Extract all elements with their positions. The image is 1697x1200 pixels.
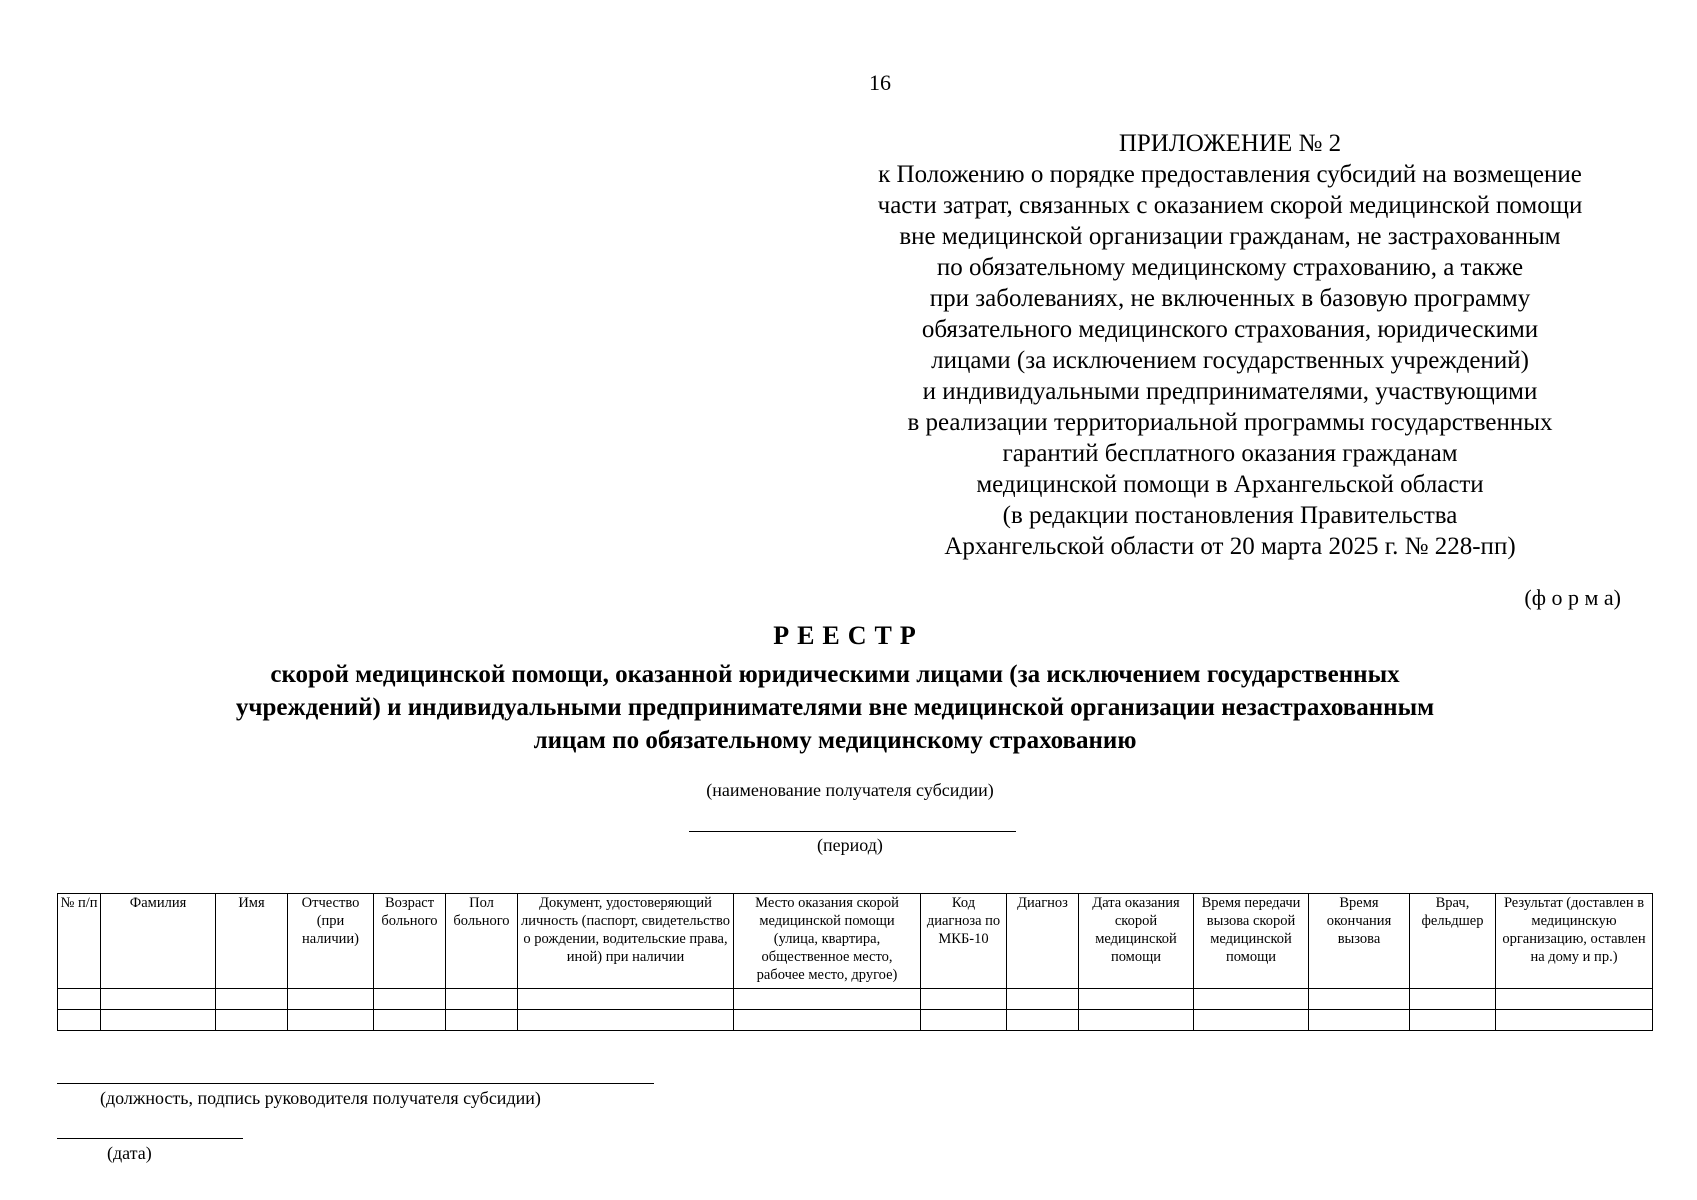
table-cell xyxy=(1309,989,1410,1010)
table-cell xyxy=(921,1010,1007,1031)
table-cell xyxy=(1007,1010,1079,1031)
table-row xyxy=(58,1010,1653,1031)
period-blank-line xyxy=(689,831,1016,832)
page-number: 16 xyxy=(869,70,891,95)
table-cell xyxy=(1496,989,1653,1010)
appendix-line: лицами (за исключением государственных учреждений) xyxy=(931,347,1529,374)
table-cell xyxy=(101,1010,216,1031)
table-cell xyxy=(216,989,288,1010)
table-cell xyxy=(518,989,734,1010)
registry-title: РЕЕСТР xyxy=(773,621,924,650)
table-cell xyxy=(734,1010,921,1031)
table-cell xyxy=(734,989,921,1010)
table-cell xyxy=(58,1010,101,1031)
table-cell xyxy=(374,1010,446,1031)
column-header: № п/п xyxy=(58,894,101,989)
table-cell xyxy=(1194,1010,1309,1031)
table-row xyxy=(58,989,1653,1010)
column-header: Отчество (при наличии) xyxy=(288,894,374,989)
table-header-row xyxy=(58,894,1653,989)
appendix-line: Архангельской области от 20 марта 2025 г. № 228-пп) xyxy=(944,533,1516,560)
registry-subtitle-line: учреждений) и индивидуальными предпринимателями вне медицинской организации незастрахованным xyxy=(235,694,1435,721)
appendix-line: вне медицинской организации гражданам, не застрахованным xyxy=(899,223,1561,250)
appendix-line: части затрат, связанных с оказанием скорой медицинской помощи xyxy=(877,192,1583,219)
appendix-line: при заболеваниях, не включенных в базовую программу xyxy=(929,285,1531,312)
column-header: Время передачи вызова скорой медицинской помощи xyxy=(1194,894,1309,989)
column-header: Время окончания вызова xyxy=(1309,894,1410,989)
appendix-line: гарантий бесплатного оказания гражданам xyxy=(1002,440,1458,467)
table-cell xyxy=(288,1010,374,1031)
column-header: Имя xyxy=(216,894,288,989)
table-cell xyxy=(1079,1010,1194,1031)
signature-caption: (должность, подпись руководителя получателя субсидии) xyxy=(100,1088,541,1108)
table-cell xyxy=(101,989,216,1010)
table-cell xyxy=(288,989,374,1010)
date-caption: (дата) xyxy=(107,1143,152,1163)
column-header: Код диагноза по МКБ-10 xyxy=(921,894,1007,989)
column-header: Врач, фельдшер xyxy=(1410,894,1496,989)
appendix-line: по обязательному медицинскому страхованию, а также xyxy=(936,254,1524,281)
column-header: Диагноз xyxy=(1007,894,1079,989)
appendix-header xyxy=(800,128,1660,562)
table-cell xyxy=(1410,989,1496,1010)
table-cell xyxy=(374,989,446,1010)
appendix-line: к Положению о порядке предоставления субсидий на возмещение xyxy=(878,161,1582,188)
date-blank-line xyxy=(57,1138,243,1139)
appendix-line: и индивидуальными предпринимателями, участвующими xyxy=(922,378,1538,405)
column-header: Фамилия xyxy=(101,894,216,989)
table-cell xyxy=(1309,1010,1410,1031)
column-header: Результат (доставлен в медицинскую организацию, оставлен на дому и пр.) xyxy=(1496,894,1653,989)
recipient-caption: (наименование получателя субсидии) xyxy=(706,780,994,800)
table-cell xyxy=(518,1010,734,1031)
appendix-line: медицинской помощи в Архангельской области xyxy=(976,471,1484,498)
table-cell xyxy=(58,989,101,1010)
column-header: Документ, удостоверяющий личность (паспорт, свидетельство о рождении, водительские права, иной) при наличии xyxy=(518,894,734,989)
column-header: Возраст больного xyxy=(374,894,446,989)
form-label: (ф о р м а) xyxy=(1524,585,1621,610)
period-caption: (период) xyxy=(817,835,883,855)
column-header: Место оказания скорой медицинской помощи (улица, квартира, общественное место, рабочее место, другое) xyxy=(734,894,921,989)
appendix-line: в реализации территориальной программы государственных xyxy=(907,409,1553,436)
table-cell xyxy=(446,1010,518,1031)
table-cell xyxy=(446,989,518,1010)
table-cell xyxy=(1194,989,1309,1010)
column-header: Дата оказания скорой медицинской помощи xyxy=(1079,894,1194,989)
table-cell xyxy=(1410,1010,1496,1031)
table-cell xyxy=(921,989,1007,1010)
table-cell xyxy=(1496,1010,1653,1031)
appendix-title: ПРИЛОЖЕНИЕ № 2 xyxy=(1118,130,1342,157)
table-cell xyxy=(1079,989,1194,1010)
registry-subtitle-line: лицам по обязательному медицинскому страхованию xyxy=(533,727,1137,754)
table-cell xyxy=(1007,989,1079,1010)
appendix-line: обязательного медицинского страхования, юридическими xyxy=(921,316,1539,343)
appendix-line: (в редакции постановления Правительства xyxy=(1002,502,1458,529)
table-cell xyxy=(216,1010,288,1031)
signature-blank-line xyxy=(57,1083,654,1084)
registry-subtitle xyxy=(140,658,1530,757)
registry-subtitle-line: скорой медицинской помощи, оказанной юридическими лицами (за исключением государственных xyxy=(270,661,1400,688)
registry-table xyxy=(57,893,1653,1031)
column-header: Пол больного xyxy=(446,894,518,989)
